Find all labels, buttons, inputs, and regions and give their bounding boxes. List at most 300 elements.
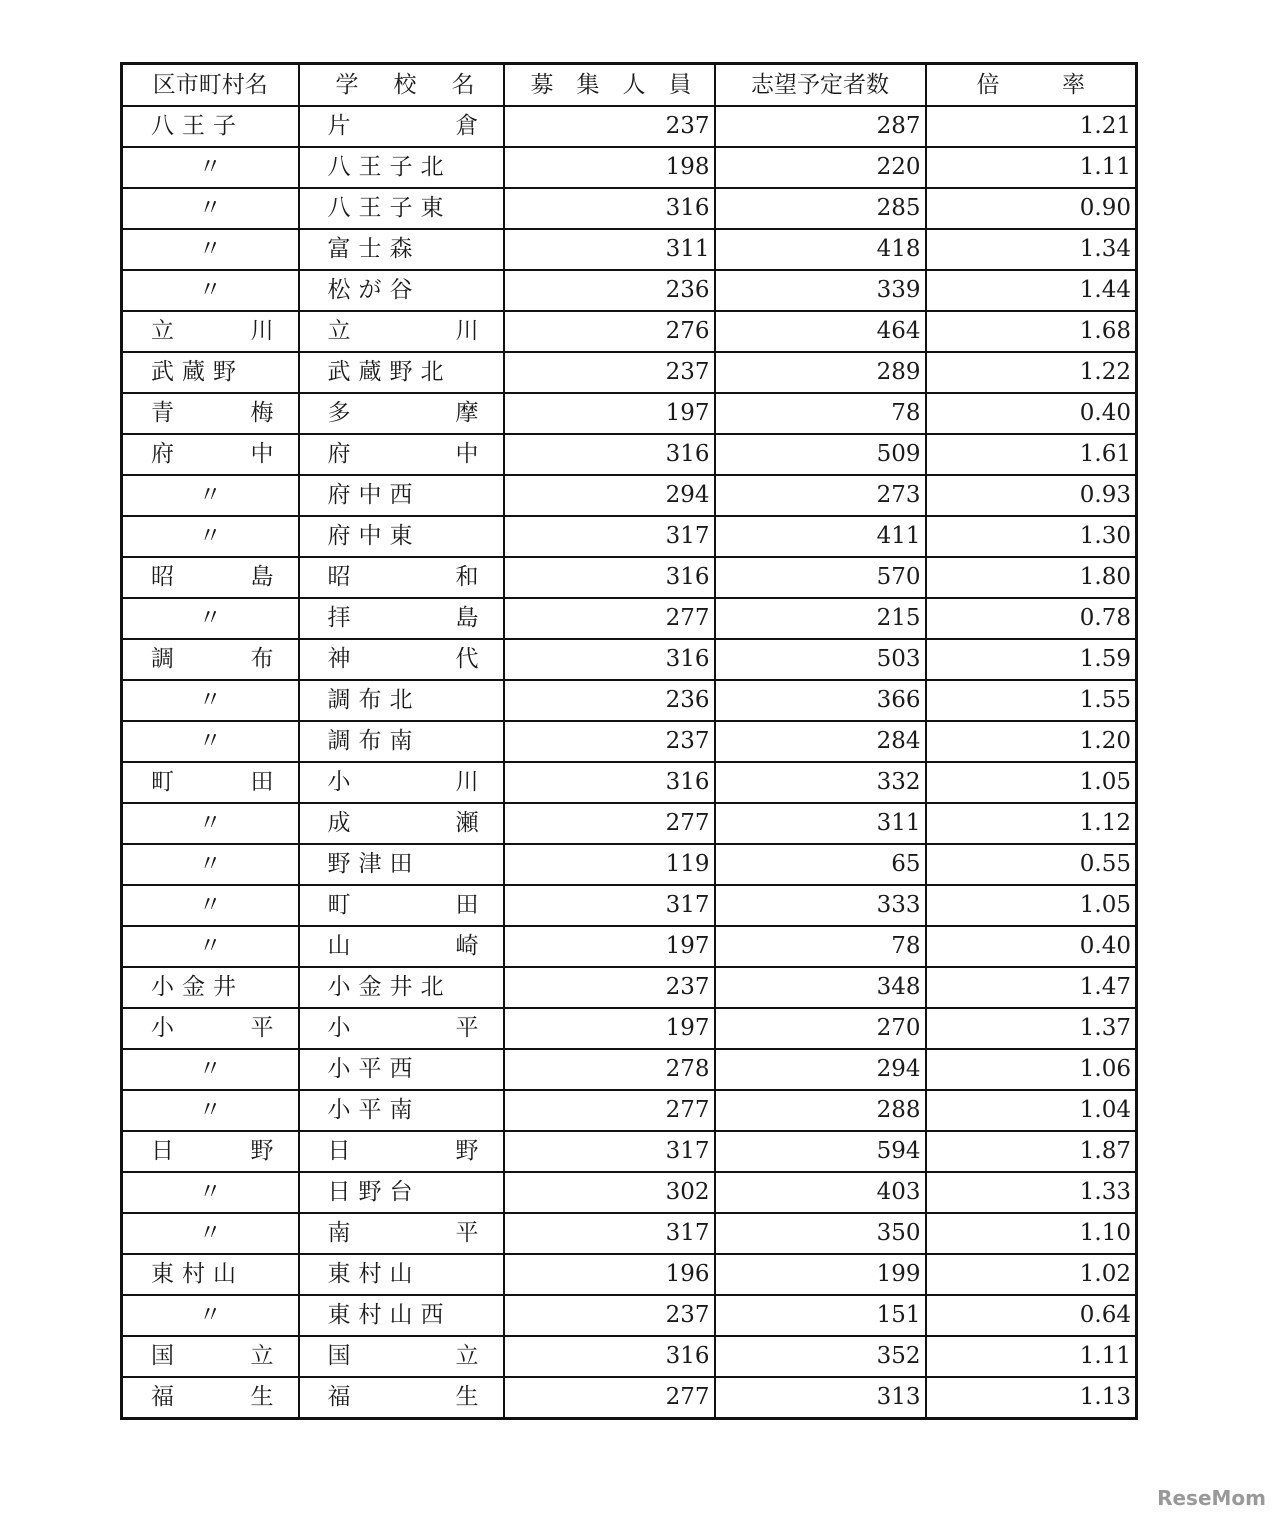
applicants-cell: 570 [715,557,926,598]
table-row [122,229,1137,270]
character: 田 [250,769,274,795]
character: 日 [151,1138,174,1164]
city-cell [122,475,299,516]
table-row [122,393,1137,434]
table-row [122,1336,1137,1377]
ratio-cell: 1.34 [926,229,1137,270]
school-name: 松が谷 [327,277,421,303]
school-name: 武蔵野北 [327,359,452,385]
school-cell [299,1090,504,1131]
table-row [122,721,1137,762]
applicant-ratio-table [120,62,1138,1420]
city-name [123,1140,298,1163]
school-name [300,812,503,835]
school-cell [299,967,504,1008]
table-row [122,352,1137,393]
character: 川 [250,318,274,344]
city-cell [122,1090,299,1131]
header-city [122,64,299,107]
school-name [300,1017,503,1040]
table-row [122,475,1137,516]
applicants-cell: 352 [715,1336,926,1377]
school-cell [299,1336,504,1377]
city-cell [122,270,299,311]
table-row [122,147,1137,188]
school-cell [299,680,504,721]
character: 府 [327,441,351,467]
city-cell [122,926,299,967]
character: 昭 [151,564,174,590]
city-cell [122,1377,299,1419]
capacity-cell: 317 [504,516,715,557]
applicants-cell: 366 [715,680,926,721]
capacity-cell: 237 [504,1295,715,1336]
applicants-cell: 411 [715,516,926,557]
character: 片 [327,113,351,139]
city-cell [122,1213,299,1254]
table-row [122,270,1137,311]
ratio-cell: 1.05 [926,762,1137,803]
table-row [122,680,1137,721]
header-capacity [504,64,715,107]
ratio-cell: 1.37 [926,1008,1137,1049]
table-row [122,1008,1137,1049]
city-cell [122,639,299,680]
city-cell [122,188,299,229]
character: 梅 [250,400,274,426]
school-name [300,1345,503,1368]
city-name: 〃 [198,482,222,508]
city-name: 〃 [198,728,222,754]
character: 田 [455,892,479,918]
city-name: 〃 [198,851,222,877]
character: 平 [455,1015,479,1041]
ratio-cell: 1.68 [926,311,1137,352]
capacity-cell: 237 [504,967,715,1008]
character: 府 [151,441,174,467]
school-name: 日野台 [327,1179,421,1205]
header-school-label [300,71,503,98]
ratio-cell: 1.33 [926,1172,1137,1213]
school-cell [299,1254,504,1295]
character: 国 [151,1343,174,1369]
school-cell [299,188,504,229]
applicants-cell: 464 [715,311,926,352]
city-name: 〃 [198,236,222,262]
city-name: 〃 [198,892,222,918]
ratio-cell: 0.93 [926,475,1137,516]
school-cell [299,598,504,639]
ratio-cell: 0.40 [926,926,1137,967]
school-cell [299,803,504,844]
ratio-cell: 1.87 [926,1131,1137,1172]
applicants-cell: 215 [715,598,926,639]
character: 野 [250,1138,274,1164]
ratio-cell: 1.30 [926,516,1137,557]
ratio-cell: 1.05 [926,885,1137,926]
city-name: 〃 [198,523,222,549]
character: 平 [250,1015,274,1041]
character: 町 [327,892,351,918]
school-name [300,1386,503,1409]
character: 町 [151,769,174,795]
table-row [122,1172,1137,1213]
applicants-cell: 78 [715,926,926,967]
city-cell [122,1295,299,1336]
school-name: 調布北 [327,687,421,713]
city-name: 八王子 [151,113,244,139]
character: 小 [327,1015,351,1041]
character: 青 [151,400,174,426]
city-cell [122,434,299,475]
ratio-cell: 1.12 [926,803,1137,844]
table-row [122,598,1137,639]
ratio-cell: 1.11 [926,1336,1137,1377]
character: 調 [151,646,174,672]
school-cell [299,1049,504,1090]
character: 野 [455,1138,479,1164]
table-row [122,1049,1137,1090]
school-cell [299,475,504,516]
capacity-cell: 316 [504,639,715,680]
table-row [122,762,1137,803]
city-cell [122,1008,299,1049]
school-cell [299,844,504,885]
header-applicants [715,64,926,107]
school-name [300,1222,503,1245]
header-capacity-label [505,71,714,98]
capacity-cell: 277 [504,803,715,844]
city-name [123,771,298,794]
table-row [122,557,1137,598]
school-cell [299,1377,504,1419]
city-name: 〃 [198,195,222,221]
school-name [300,894,503,917]
applicants-cell: 78 [715,393,926,434]
school-name: 府中西 [327,482,421,508]
table-row [122,885,1137,926]
school-cell [299,434,504,475]
city-cell [122,1131,299,1172]
character: 立 [455,1343,479,1369]
applicants-cell: 65 [715,844,926,885]
header-applicants-label: 志望予定者数 [751,71,889,98]
character: 和 [455,564,479,590]
table-row [122,516,1137,557]
applicants-cell: 273 [715,475,926,516]
applicants-cell: 284 [715,721,926,762]
city-cell [122,721,299,762]
character: 平 [455,1220,479,1246]
ratio-cell: 1.10 [926,1213,1137,1254]
character: 代 [455,646,479,672]
school-cell [299,352,504,393]
city-cell [122,393,299,434]
applicants-cell: 287 [715,106,926,147]
city-name [123,566,298,589]
character: 倍 [976,71,1000,98]
city-cell [122,1172,299,1213]
city-name [123,1345,298,1368]
applicants-cell: 313 [715,1377,926,1419]
character: 募 [530,71,554,98]
applicants-cell: 151 [715,1295,926,1336]
city-cell [122,967,299,1008]
city-name: 〃 [198,1056,222,1082]
table-row [122,1090,1137,1131]
school-cell [299,1172,504,1213]
school-name: 東村山西 [327,1302,452,1328]
capacity-cell: 317 [504,1213,715,1254]
ratio-cell: 1.11 [926,147,1137,188]
capacity-cell: 311 [504,229,715,270]
capacity-cell: 316 [504,434,715,475]
character: 川 [455,318,479,344]
city-cell [122,844,299,885]
character: 島 [455,605,479,631]
capacity-cell: 236 [504,680,715,721]
character: 生 [250,1384,274,1410]
character: 摩 [455,400,479,426]
school-name: 八王子北 [327,154,452,180]
character: 布 [250,646,274,672]
table-row [122,1213,1137,1254]
capacity-cell: 237 [504,106,715,147]
character: 立 [250,1343,274,1369]
table-row [122,1295,1137,1336]
ratio-cell: 0.64 [926,1295,1137,1336]
table-row [122,1254,1137,1295]
school-name: 小平西 [327,1056,421,1082]
applicants-cell: 350 [715,1213,926,1254]
ratio-cell: 0.90 [926,188,1137,229]
city-cell [122,598,299,639]
school-name: 東村山 [327,1261,421,1287]
character: 昭 [327,564,351,590]
applicants-cell: 333 [715,885,926,926]
city-name: 小金井 [151,974,244,1000]
school-name [300,566,503,589]
city-cell [122,229,299,270]
applicants-cell: 289 [715,352,926,393]
capacity-cell: 317 [504,1131,715,1172]
character: 島 [250,564,274,590]
school-name: 小平南 [327,1097,421,1123]
applicants-cell: 339 [715,270,926,311]
capacity-cell: 197 [504,926,715,967]
ratio-cell: 1.22 [926,352,1137,393]
capacity-cell: 277 [504,1090,715,1131]
city-name: 〃 [198,1302,222,1328]
city-name: 〃 [198,810,222,836]
school-name [300,648,503,671]
city-name [123,1017,298,1040]
table-row [122,1131,1137,1172]
capacity-cell: 316 [504,1336,715,1377]
school-name [300,115,503,138]
character: 日 [327,1138,351,1164]
city-name: 〃 [198,277,222,303]
school-name: 府中東 [327,523,421,549]
ratio-cell: 1.55 [926,680,1137,721]
character: 員 [668,71,692,98]
city-name: 〃 [198,1097,222,1123]
school-cell [299,885,504,926]
ratio-cell: 1.20 [926,721,1137,762]
city-cell [122,557,299,598]
school-name: 富士森 [327,236,421,262]
school-name [300,320,503,343]
character: 神 [327,646,351,672]
applicants-cell: 509 [715,434,926,475]
school-name [300,1140,503,1163]
ratio-cell: 0.78 [926,598,1137,639]
character: 崎 [455,933,479,959]
applicants-cell: 311 [715,803,926,844]
city-name [123,402,298,425]
school-cell [299,557,504,598]
character: 山 [327,933,351,959]
city-cell [122,762,299,803]
city-name: 〃 [198,1220,222,1246]
school-name [300,443,503,466]
character: 中 [250,441,274,467]
table-row [122,803,1137,844]
character: 人 [622,71,646,98]
city-cell [122,680,299,721]
city-name: 東村山 [151,1261,244,1287]
character: 小 [327,769,351,795]
character: 校 [393,71,417,98]
ratio-cell: 1.04 [926,1090,1137,1131]
capacity-cell: 277 [504,1377,715,1419]
applicants-cell: 418 [715,229,926,270]
table-row [122,434,1137,475]
ratio-cell: 1.80 [926,557,1137,598]
city-name: 〃 [198,687,222,713]
character: 福 [327,1384,351,1410]
city-name [123,1386,298,1409]
character: 中 [455,441,479,467]
city-cell [122,106,299,147]
school-name [300,402,503,425]
school-cell [299,721,504,762]
school-cell [299,147,504,188]
applicants-cell: 285 [715,188,926,229]
header-ratio [926,64,1137,107]
capacity-cell: 316 [504,557,715,598]
capacity-cell: 277 [504,598,715,639]
applicants-cell: 348 [715,967,926,1008]
header-city-label: 区市町村名 [152,71,268,98]
capacity-cell: 236 [504,270,715,311]
header-school [299,64,504,107]
school-cell [299,639,504,680]
capacity-cell: 196 [504,1254,715,1295]
city-name: 〃 [198,1179,222,1205]
capacity-cell: 278 [504,1049,715,1090]
character: 成 [327,810,351,836]
ratio-cell: 1.13 [926,1377,1137,1419]
table-row [122,844,1137,885]
city-name [123,443,298,466]
character: 集 [576,71,600,98]
school-cell [299,1295,504,1336]
character: 多 [327,400,351,426]
school-cell [299,311,504,352]
city-cell [122,803,299,844]
capacity-cell: 316 [504,188,715,229]
ratio-cell: 1.47 [926,967,1137,1008]
capacity-cell: 237 [504,352,715,393]
applicants-cell: 294 [715,1049,926,1090]
capacity-cell: 119 [504,844,715,885]
ratio-cell: 1.61 [926,434,1137,475]
ratio-cell: 0.55 [926,844,1137,885]
capacity-cell: 237 [504,721,715,762]
character: 学 [335,71,359,98]
city-cell [122,311,299,352]
school-cell [299,516,504,557]
city-name: 〃 [198,933,222,959]
capacity-cell: 294 [504,475,715,516]
character: 瀬 [455,810,479,836]
city-cell [122,352,299,393]
character: 小 [151,1015,174,1041]
capacity-cell: 302 [504,1172,715,1213]
character: 南 [327,1220,351,1246]
school-cell [299,762,504,803]
table-row [122,1377,1137,1419]
character: 生 [455,1384,479,1410]
school-cell [299,270,504,311]
school-name: 調布南 [327,728,421,754]
city-name: 〃 [198,605,222,631]
capacity-cell: 197 [504,393,715,434]
school-cell [299,1131,504,1172]
applicants-cell: 332 [715,762,926,803]
table-row [122,188,1137,229]
city-name: 武蔵野 [151,359,244,385]
character: 川 [455,769,479,795]
ratio-cell: 1.21 [926,106,1137,147]
character: 倉 [455,113,479,139]
school-name: 小金井北 [327,974,452,1000]
character: 立 [327,318,351,344]
character: 拝 [327,605,351,631]
applicants-cell: 403 [715,1172,926,1213]
character: 率 [1062,71,1085,98]
city-cell [122,1254,299,1295]
character: 福 [151,1384,174,1410]
applicants-cell: 503 [715,639,926,680]
school-cell [299,1213,504,1254]
school-cell [299,926,504,967]
city-name [123,320,298,343]
city-cell [122,516,299,557]
applicants-cell: 220 [715,147,926,188]
city-cell [122,1049,299,1090]
table-row [122,106,1137,147]
applicants-cell: 288 [715,1090,926,1131]
table-row [122,967,1137,1008]
table-row [122,311,1137,352]
city-cell [122,1336,299,1377]
capacity-cell: 198 [504,147,715,188]
capacity-cell: 276 [504,311,715,352]
school-cell [299,106,504,147]
applicants-cell: 270 [715,1008,926,1049]
